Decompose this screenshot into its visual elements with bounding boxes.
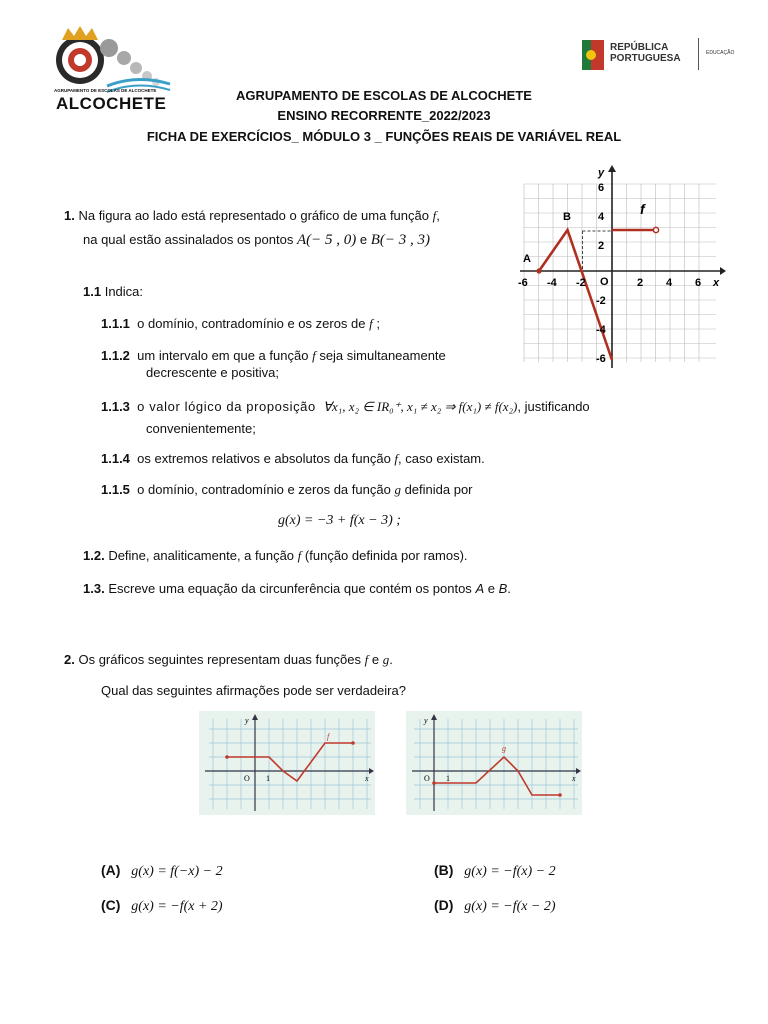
q13-B: B <box>498 581 508 596</box>
graph-f-xtick: 6 <box>695 277 702 289</box>
q115-math: g <box>394 482 401 497</box>
option-c-label: (C) <box>101 897 121 913</box>
q112-tail: seja simultaneamente <box>319 348 446 363</box>
q111-text: o domínio, contradomínio e os zeros de <box>137 316 366 331</box>
q12-text: Define, analiticamente, a função <box>108 548 295 563</box>
gov-logo-divider <box>698 38 699 70</box>
graph-q2-g-one: 1 <box>446 774 450 783</box>
q115-text: o domínio, contradomínio e zeros da função <box>137 482 391 497</box>
q13-e: e <box>487 581 495 596</box>
gov-logo <box>582 38 742 72</box>
graph-q2-g-origin: O <box>424 774 430 783</box>
q113-math: ∀x₁, x₂ ∈ IR₀⁺, x₁ ≠ x₂ ⇒ f(x₁) ≠ f(x₂) <box>323 399 518 414</box>
q111-tail: ; <box>376 316 381 331</box>
q1-text-a: Na figura ao lado está representado o gráfico de uma função <box>78 208 429 223</box>
graph-q2-f <box>199 711 375 815</box>
option-d-math: g(x) = −f(x − 2) <box>464 899 556 914</box>
q114-text: os extremos relativos e absolutos da função <box>137 451 391 466</box>
q112-line2: decrescente e positiva; <box>146 365 279 380</box>
q11-heading <box>83 284 143 299</box>
q113-number: 1.1.3 <box>101 399 130 414</box>
option-b-math: g(x) = −f(x) − 2 <box>464 864 556 879</box>
graph-f-ytick: -4 <box>596 324 606 336</box>
graph-f-xtick: -4 <box>547 277 557 289</box>
q13-number: 1.3. <box>83 581 105 596</box>
option-b-label: (B) <box>434 862 454 878</box>
q1-point-b: B(− 3 , 3) <box>370 232 430 248</box>
q1-point-a: A(− 5 , 0) <box>296 232 357 248</box>
q112 <box>101 348 446 364</box>
q1-text-b: na qual estão assinalados os pontos <box>83 232 294 247</box>
option-a <box>101 862 223 880</box>
graph-f-ytick: 2 <box>598 240 605 252</box>
gov-logo-line1: REPÚBLICA <box>610 42 669 53</box>
q115 <box>101 482 473 498</box>
gov-logo-line2: PORTUGUESA <box>610 53 681 64</box>
graph-f-ytick: -2 <box>596 295 606 307</box>
q1-line2 <box>83 232 430 249</box>
q113 <box>101 399 590 415</box>
q114 <box>101 451 485 467</box>
q113-tail: , justificando <box>517 399 590 414</box>
graph-q2-f-x: x <box>365 774 369 783</box>
graph-q2-g-label: g <box>502 744 506 753</box>
graph-f-xtick: -6 <box>518 277 528 289</box>
q11-number: 1.1 <box>83 284 102 299</box>
q1-f: f <box>432 208 437 223</box>
graph-f-ytick: 6 <box>598 182 605 194</box>
graph-q2-g <box>406 711 582 815</box>
graph-q2-g-x: x <box>572 774 576 783</box>
q1-e: e <box>359 232 368 247</box>
q1-number: 1. <box>64 208 75 223</box>
graph-f-xtick: 4 <box>666 277 673 289</box>
school-logo-name: ALCOCHETE <box>56 94 167 113</box>
graph-f-x-label: x <box>713 277 720 289</box>
option-a-math: g(x) = f(−x) − 2 <box>131 864 223 879</box>
q12-math: f <box>297 548 302 563</box>
graph-q2-g-y: y <box>424 716 428 725</box>
graph-q2-f-origin: O <box>244 774 250 783</box>
q113-line2: convenientemente; <box>146 421 256 436</box>
header-line2: ENSINO RECORRENTE_2022/2023 <box>277 108 491 123</box>
q114-number: 1.1.4 <box>101 451 130 466</box>
option-a-label: (A) <box>101 862 121 878</box>
graph-f-ytick: -6 <box>596 353 606 365</box>
q2-question: Qual das seguintes afirmações pode ser verdadeira? <box>101 683 406 698</box>
g-definition: g(x) = −3 + f(x − 3) ; <box>278 513 401 528</box>
q2-text: Os gráficos seguintes representam duas funções <box>78 652 362 667</box>
q112-text: um intervalo em que a função <box>137 348 309 363</box>
graph-f-label-b: B <box>563 211 571 223</box>
header-line1: AGRUPAMENTO DE ESCOLAS DE ALCOCHETE <box>236 88 532 103</box>
option-d-label: (D) <box>434 897 454 913</box>
q114-math: f <box>394 451 399 466</box>
header-line3: FICHA DE EXERCÍCIOS_ MÓDULO 3 _ FUNÇÕES REAIS DE VARIÁVEL REAL <box>146 129 622 144</box>
q114-tail: , caso existam. <box>398 451 485 466</box>
q13-text: Escreve uma equação da circunferência que contém os pontos <box>108 581 472 596</box>
q13-A: A <box>475 581 485 596</box>
graph-f-label-f: f <box>640 201 645 217</box>
q2-dot: . <box>389 652 393 667</box>
graph-f-y-arrow <box>608 165 616 172</box>
graph-f-label-a: A <box>523 253 531 265</box>
q115-number: 1.1.5 <box>101 482 130 497</box>
option-c-math: g(x) = −f(x + 2) <box>131 899 223 914</box>
q2-f: f <box>364 652 369 667</box>
q112-number: 1.1.2 <box>101 348 130 363</box>
q13-dot: . <box>507 581 511 596</box>
q2-g: g <box>382 652 390 667</box>
graph-f-xtick: -2 <box>576 277 586 289</box>
graph-f-grid <box>524 184 716 362</box>
graph-f-xtick: 2 <box>637 277 644 289</box>
graph-f <box>506 162 728 372</box>
q1-comma: , <box>436 208 440 223</box>
graph-f-y-label: y <box>598 167 605 179</box>
gov-flag-icon <box>582 40 604 70</box>
graph-f-ytick: 4 <box>598 211 605 223</box>
q1-line1 <box>64 208 440 224</box>
option-c <box>101 897 223 915</box>
q111-math: f <box>369 316 373 331</box>
q115-tail: definida por <box>404 482 473 497</box>
q12-tail: (função definida por ramos). <box>304 548 468 563</box>
graph-f-x-arrow <box>720 267 726 275</box>
graph-f-point-a <box>536 268 541 273</box>
graph-f-origin: O <box>600 276 609 288</box>
q112-math: f <box>312 348 316 363</box>
q113-text: o valor lógico da proposição <box>137 399 316 414</box>
gov-logo-dept: EDUCAÇÃO <box>706 50 735 56</box>
q12-number: 1.2. <box>83 548 105 563</box>
q11-text: Indica: <box>104 284 144 299</box>
graph-q2-f-y: y <box>245 716 249 725</box>
graph-q2-f-one: 1 <box>266 774 270 783</box>
option-d <box>434 897 556 915</box>
q12 <box>83 548 468 564</box>
q2-e: e <box>371 652 380 667</box>
graph-f-open-end <box>653 227 658 232</box>
q2-line1 <box>64 652 393 668</box>
graph-q2-f-label: f <box>327 732 330 741</box>
q111-number: 1.1.1 <box>101 316 130 331</box>
q111 <box>101 316 380 332</box>
q13 <box>83 581 511 596</box>
school-logo-label: AGRUPAMENTO DE ESCOLAS DE ALCOCHETE <box>54 88 157 93</box>
option-b <box>434 862 556 880</box>
q2-number: 2. <box>64 652 75 667</box>
